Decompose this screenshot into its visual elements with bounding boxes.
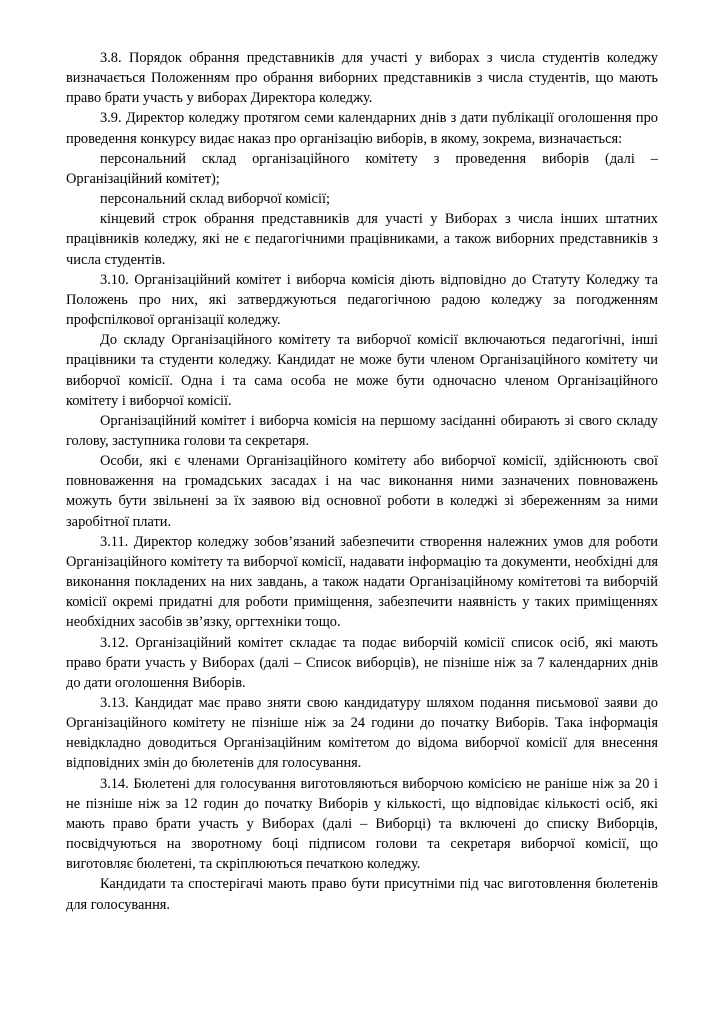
paragraph-members-duties: Особи, які є членами Організаційного комітету або виборчої комісії, здійснюють свої повноваження на громадських засадах і на час виконання ними зазначених повноважень можуть бути звільнені за їх заявою від основної роботи в коледжі зі збереженням за ними заробітної плати. <box>66 453 658 530</box>
paragraph-3-11: 3.11. Директор коледжу зобов’язаний забезпечити створення належних умов для роботи Організаційного комітету та виборчої комісії, надавати інформацію та документи, необхідні для виконання покладених на них завдань, а також надати Організаційному комітетові та виборчій комісії окремі придатні для роботи приміщення, забезпечити наявність у таких приміщеннях необхідних засобів зв’язку, оргтехніки тощо. <box>66 533 658 631</box>
paragraph-3-12: 3.12. Організаційний комітет складає та подає виборчій комісії список осіб, які мають право брати участь у Виборах (далі – Список виборців), не пізніше ніж за 7 календарних днів до дати оголошення Виборів. <box>66 634 658 691</box>
paragraph-first-meeting: Організаційний комітет і виборча комісія на першому засіданні обирають зі свого складу голову, заступника голови та секретаря. <box>66 412 658 449</box>
paragraph-3-10: 3.10. Організаційний комітет і виборча комісія діють відповідно до Статуту Коледжу та Положень про них, які затверджуються педагогічною радою коледжу за погодженням профспілкової організації коледжу. <box>66 271 658 329</box>
paragraph-committee-members: До складу Організаційного комітету та виборчої комісії включаються педагогічні, інші працівники та студенти коледжу. Кандидат не може бути членом Організаційного комітету чи виборчої комісії. Одна і та сама особа не може бути одночасно членом Організаційного комітету і виборчої комісії. <box>66 332 658 409</box>
paragraph-org-committee-composition: персональний склад організаційного комітету з проведення виборів (далі – Організаційний комітет); <box>66 150 658 187</box>
paragraph-3-14: 3.14. Бюлетені для голосування виготовляються виборчою комісією не раніше ніж за 20 і не пізніше ніж за 12 годин до початку Виборів у кількості, що відповідає кількості осіб, які мають право брати участь у Виборах (далі – Виборці) та включені до списку Виборців, посвідчуються на зворотному боці підписом голови та секретаря виборчої комісії, що виготовляє бюлетені, та скріплюються печаткою коледжу. <box>66 775 658 873</box>
paragraph-deadline-representatives: кінцевий строк обрання представників для участі у Виборах з числа інших штатних працівників коледжу, які не є педагогічними працівниками, а також виборних представників з числа студентів. <box>66 211 658 268</box>
paragraph-3-13: 3.13. Кандидат має право зняти свою кандидатуру шляхом подання письмової заяви до Організаційного комітету не пізніше ніж за 24 години до початку Виборів. Така інформація невідкладно доводиться Організаційним комітетом до відома виборчої комісії для внесення відповідних змін до бюлетенів для голосування. <box>66 695 658 772</box>
paragraph-candidates-observers: Кандидати та спостерігачі мають право бути присутніми під час виготовлення бюлетенів для голосування. <box>66 876 658 913</box>
paragraph-3-8: 3.8. Порядок обрання представників для участі у виборах з числа студентів коледжу визначається Положенням про обрання виборних представників з числа студентів, що мають право брати участь у виборах Директора коледжу. <box>66 50 658 107</box>
document-body <box>66 48 658 915</box>
paragraph-election-commission-composition: персональний склад виборчої комісії; <box>100 191 330 208</box>
paragraph-3-9: 3.9. Директор коледжу протягом семи календарних днів з дати публікації оголошення про проведення конкурсу видає наказ про організацію виборів, в якому, зокрема, визначається: <box>66 110 658 147</box>
